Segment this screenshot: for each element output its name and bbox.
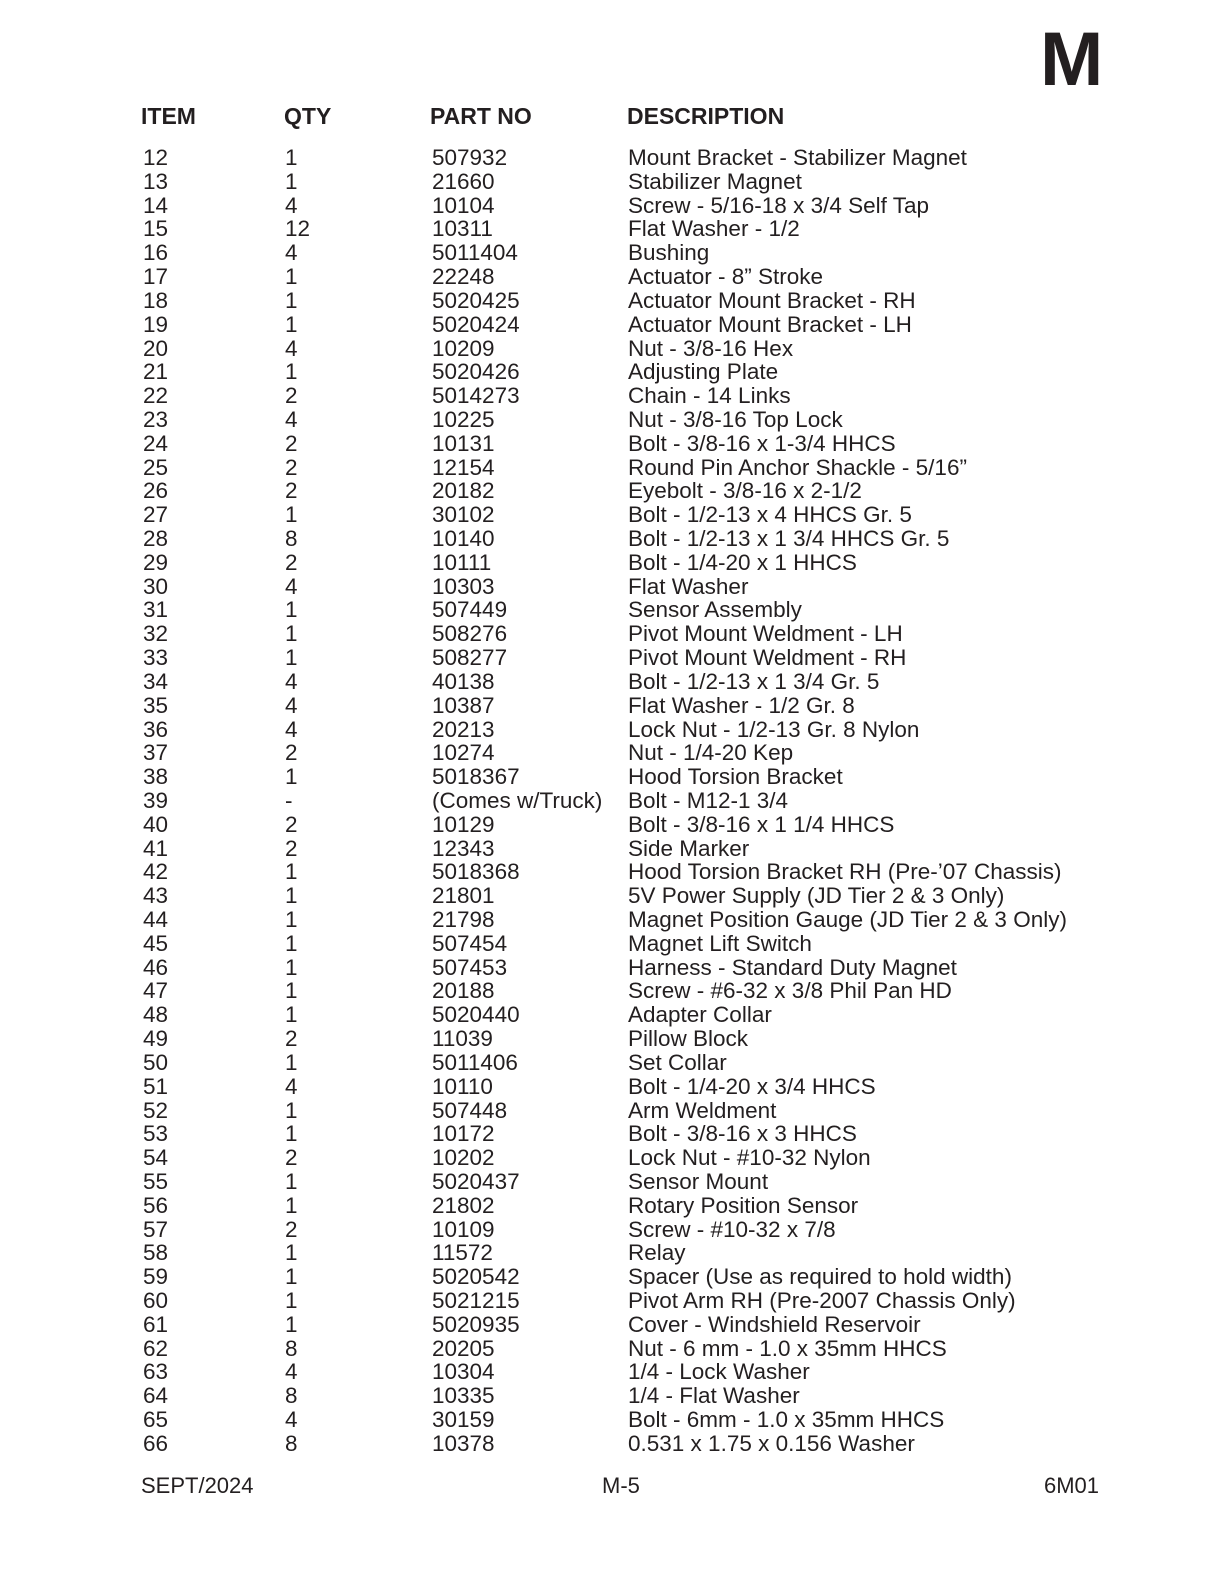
part-number: 10311 [432,216,493,242]
column-header-item: ITEM [141,103,196,129]
table-row [0,646,1224,670]
table-row [0,1408,1224,1432]
item-number: 50 [143,1049,169,1075]
table-row [0,813,1224,837]
quantity: 1 [285,287,298,313]
item-number: 53 [143,1121,169,1147]
table-row [0,456,1224,480]
table-row [0,1337,1224,1361]
quantity: 1 [285,1121,298,1147]
quantity: 2 [285,1026,298,1052]
part-number: 20182 [432,478,495,504]
quantity: - [285,787,293,813]
quantity: 1 [285,883,298,909]
item-number: 44 [143,907,169,932]
item-number: 64 [143,1383,169,1409]
quantity: 1 [285,168,298,194]
description: Relay [628,1240,686,1266]
description: Actuator Mount Bracket - RH [628,287,916,313]
item-number: 49 [143,1026,169,1052]
part-number: 21798 [432,907,495,932]
quantity: 4 [285,692,298,718]
part-number: 20213 [432,716,495,742]
description: 0.531 x 1.75 x 0.156 Washer [628,1430,915,1456]
part-number: 10140 [432,526,495,551]
quantity: 1 [285,1192,298,1218]
quantity: 8 [285,1335,298,1361]
part-number: 10202 [432,1145,495,1171]
description: Pillow Block [628,1026,749,1052]
item-number: 40 [143,811,169,837]
quantity: 4 [285,192,298,218]
table-row [0,432,1224,456]
item-number: 54 [143,1145,169,1171]
table-row [0,575,1224,599]
part-number: 20188 [432,978,495,1004]
description: Flat Washer - 1/2 Gr. 8 [628,692,855,718]
description: Pivot Arm RH (Pre-2007 Chassis Only) [628,1288,1016,1313]
table-row [0,479,1224,503]
part-number: 5014273 [432,383,520,409]
part-number: 30159 [432,1407,495,1433]
table-row [0,1289,1224,1313]
part-number: 5020542 [432,1264,520,1290]
part-number: 507932 [432,145,508,170]
description: Adapter Collar [628,1002,772,1028]
quantity: 1 [285,1264,298,1290]
table-row [0,408,1224,432]
part-number: 11039 [432,1026,493,1052]
quantity: 8 [285,1430,298,1456]
item-number: 57 [143,1216,169,1242]
part-number: 5020425 [432,287,520,313]
table-row [0,837,1224,861]
description: Bolt - 1/2-13 x 4 HHCS Gr. 5 [628,502,912,528]
part-number: 20205 [432,1335,495,1361]
description: Rotary Position Sensor [628,1192,859,1218]
quantity: 1 [285,1002,298,1028]
item-number: 55 [143,1168,169,1194]
description: 1/4 - Flat Washer [628,1383,800,1409]
description: Screw - #10-32 x 7/8 [628,1216,836,1242]
item-number: 33 [143,645,169,671]
part-number: 507448 [432,1097,508,1123]
item-number: 39 [143,787,169,813]
part-number: 21660 [432,168,495,194]
item-number: 42 [143,859,169,885]
quantity: 1 [285,1049,298,1075]
description: Lock Nut - 1/2-13 Gr. 8 Nylon [628,716,920,742]
part-number: 21802 [432,1192,495,1218]
part-number: 10225 [432,406,495,432]
description: Cover - Windshield Reservoir [628,1311,921,1337]
item-number: 38 [143,764,169,790]
item-number: 28 [143,526,169,551]
description: Pivot Mount Weldment - LH [628,621,903,647]
table-row [0,741,1224,765]
quantity: 1 [285,907,298,932]
table-row [0,622,1224,646]
description: Flat Washer [628,573,749,599]
part-number: 507453 [432,954,508,980]
table-row [0,289,1224,313]
description: Bolt - 3/8-16 x 1-3/4 HHCS [628,430,896,456]
item-number: 25 [143,454,169,480]
quantity: 1 [285,1288,298,1313]
item-number: 23 [143,406,169,432]
quantity: 4 [285,1407,298,1433]
item-number: 18 [143,287,169,313]
description: Bolt - 1/4-20 x 1 HHCS [628,549,857,575]
description: Bushing [628,240,710,266]
item-number: 59 [143,1264,169,1290]
description: Pivot Mount Weldment - RH [628,645,907,671]
table-row [0,1432,1224,1456]
part-number: 508276 [432,621,508,647]
quantity: 4 [285,573,298,599]
quantity: 1 [285,621,298,647]
quantity: 8 [285,1383,298,1409]
table-row [0,360,1224,384]
description: Round Pin Anchor Shackle - 5/16” [628,454,967,480]
quantity: 4 [285,240,298,266]
table-row [0,194,1224,218]
part-number: 11572 [432,1240,493,1266]
item-number: 20 [143,335,169,361]
item-number: 41 [143,835,169,861]
quantity: 4 [285,1073,298,1099]
quantity: 1 [285,1311,298,1337]
part-number: 10335 [432,1383,495,1409]
table-row [0,337,1224,361]
description: Bolt - 1/2-13 x 1 3/4 Gr. 5 [628,668,880,694]
table-row [0,884,1224,908]
column-header-description: DESCRIPTION [627,103,785,129]
quantity: 2 [285,478,298,504]
table-row [0,527,1224,551]
item-number: 14 [143,192,169,218]
description: Hood Torsion Bracket RH (Pre-’07 Chassis) [628,859,1062,885]
item-number: 47 [143,978,169,1004]
part-number: 5020440 [432,1002,520,1028]
quantity: 4 [285,1359,298,1385]
part-number: 10172 [432,1121,495,1147]
quantity: 1 [285,597,298,623]
table-row [0,1075,1224,1099]
description: Nut - 1/4-20 Kep [628,740,794,766]
table-row [0,765,1224,789]
description: Arm Weldment [628,1097,777,1123]
description: Harness - Standard Duty Magnet [628,954,957,980]
item-number: 15 [143,216,169,242]
part-number: 40138 [432,668,495,694]
table-row [0,1146,1224,1170]
part-number: 507449 [432,597,508,623]
quantity: 2 [285,811,298,837]
quantity: 1 [285,645,298,671]
parts-list [0,146,1224,1456]
description: Bolt - 3/8-16 x 3 HHCS [628,1121,857,1147]
table-row [0,979,1224,1003]
part-number: 10129 [432,811,495,837]
part-number: 10111 [432,549,492,575]
part-number: 5020437 [432,1168,520,1194]
table-row [0,1313,1224,1337]
section-letter: M [1040,17,1104,102]
description: Bolt - M12-1 3/4 [628,787,789,813]
column-header-qty: QTY [284,103,332,129]
column-header-part-no: PART NO [430,103,532,129]
part-number: 10387 [432,692,495,718]
quantity: 2 [285,383,298,409]
quantity: 2 [285,430,298,456]
quantity: 4 [285,716,298,742]
table-row [0,1194,1224,1218]
description: Screw - #6-32 x 3/8 Phil Pan HD [628,978,952,1004]
item-number: 29 [143,549,169,575]
quantity: 1 [285,264,298,290]
footer-page-number: M-5 [602,1473,640,1498]
description: Bolt - 1/4-20 x 3/4 HHCS [628,1073,876,1099]
part-number: 507454 [432,930,508,956]
description: Nut - 3/8-16 Top Lock [628,406,843,432]
part-number: (Comes w/Truck) [432,787,603,813]
part-number: 12154 [432,454,495,480]
item-number: 32 [143,621,169,647]
table-row [0,1099,1224,1123]
part-number: 10274 [432,740,495,766]
item-number: 30 [143,573,169,599]
quantity: 1 [285,859,298,885]
description: Screw - 5/16-18 x 3/4 Self Tap [628,192,929,218]
table-row [0,146,1224,170]
item-number: 24 [143,430,169,456]
table-row [0,694,1224,718]
item-number: 66 [143,1430,169,1456]
quantity: 4 [285,406,298,432]
part-number: 22248 [432,264,495,290]
part-number: 10104 [432,192,495,218]
quantity: 1 [285,145,298,170]
quantity: 2 [285,549,298,575]
part-number: 5021215 [432,1288,520,1313]
description: Spacer (Use as required to hold width) [628,1264,1012,1290]
item-number: 12 [143,145,169,170]
quantity: 4 [285,335,298,361]
description: Bolt - 3/8-16 x 1 1/4 HHCS [628,811,895,837]
item-number: 22 [143,383,169,409]
quantity: 2 [285,1216,298,1242]
part-number: 21801 [432,883,495,909]
item-number: 60 [143,1288,169,1313]
part-number: 10303 [432,573,495,599]
quantity: 1 [285,502,298,528]
item-number: 63 [143,1359,169,1385]
table-row [0,932,1224,956]
description: Flat Washer - 1/2 [628,216,800,242]
table-row [0,1265,1224,1289]
part-number: 12343 [432,835,495,861]
table-row [0,1027,1224,1051]
part-number: 10131 [432,430,495,456]
quantity: 1 [285,1240,298,1266]
quantity: 2 [285,835,298,861]
table-row [0,670,1224,694]
description: Nut - 3/8-16 Hex [628,335,794,361]
quantity: 1 [285,930,298,956]
description: Eyebolt - 3/8-16 x 2-1/2 [628,478,862,504]
table-row [0,384,1224,408]
table-row [0,1241,1224,1265]
table-row [0,313,1224,337]
part-number: 30102 [432,502,495,528]
description: Bolt - 1/2-13 x 1 3/4 HHCS Gr. 5 [628,526,950,551]
table-row [0,908,1224,932]
table-row [0,789,1224,813]
part-number: 5011406 [432,1049,518,1075]
part-number: 5020426 [432,359,520,385]
table-row [0,241,1224,265]
part-number: 10378 [432,1430,495,1456]
table-row [0,1384,1224,1408]
table-row [0,1003,1224,1027]
part-number: 5020935 [432,1311,520,1337]
quantity: 4 [285,668,298,694]
item-number: 45 [143,930,169,956]
quantity: 2 [285,454,298,480]
description: Set Collar [628,1049,727,1075]
table-row [0,503,1224,527]
description: Lock Nut - #10-32 Nylon [628,1145,871,1171]
table-row [0,551,1224,575]
table-row [0,598,1224,622]
footer-document-code: 6M01 [1044,1473,1100,1498]
table-row [0,718,1224,742]
item-number: 56 [143,1192,169,1218]
table-row [0,956,1224,980]
item-number: 51 [143,1073,169,1099]
item-number: 16 [143,240,169,266]
table-row [0,860,1224,884]
part-number: 10110 [432,1073,493,1099]
description: Side Marker [628,835,750,861]
quantity: 1 [285,764,298,790]
table-row [0,265,1224,289]
item-number: 34 [143,668,169,694]
item-number: 19 [143,311,169,337]
quantity: 1 [285,954,298,980]
item-number: 21 [143,359,169,385]
description: Hood Torsion Bracket [628,764,843,790]
footer-date: SEPT/2024 [141,1473,254,1498]
part-number: 508277 [432,645,508,671]
item-number: 13 [143,168,169,194]
table-row [0,1051,1224,1075]
quantity: 1 [285,1168,298,1194]
table-row [0,1170,1224,1194]
table-row [0,1360,1224,1384]
quantity: 1 [285,978,298,1004]
description: 1/4 - Lock Washer [628,1359,810,1385]
description: Bolt - 6mm - 1.0 x 35mm HHCS [628,1407,945,1433]
table-row [0,1218,1224,1242]
description: 5V Power Supply (JD Tier 2 & 3 Only) [628,883,1005,909]
quantity: 1 [285,311,298,337]
item-number: 65 [143,1407,169,1433]
item-number: 27 [143,502,169,528]
description: Actuator - 8” Stroke [628,264,824,290]
description: Sensor Mount [628,1168,769,1194]
item-number: 48 [143,1002,169,1028]
quantity: 2 [285,1145,298,1171]
item-number: 52 [143,1097,169,1123]
part-number: 10109 [432,1216,495,1242]
quantity: 1 [285,1097,298,1123]
description: Stabilizer Magnet [628,168,802,194]
part-number: 5011404 [432,240,518,266]
part-number: 10304 [432,1359,495,1385]
item-number: 26 [143,478,169,504]
item-number: 17 [143,264,169,290]
item-number: 31 [143,597,169,623]
description: Sensor Assembly [628,597,802,623]
item-number: 58 [143,1240,169,1266]
quantity: 1 [285,359,298,385]
item-number: 43 [143,883,169,909]
quantity: 12 [285,216,311,242]
table-row [0,170,1224,194]
item-number: 46 [143,954,169,980]
part-number: 5020424 [432,311,520,337]
description: Nut - 6 mm - 1.0 x 35mm HHCS [628,1335,947,1361]
item-number: 36 [143,716,169,742]
quantity: 8 [285,526,298,551]
part-number: 5018368 [432,859,520,885]
item-number: 37 [143,740,169,766]
item-number: 61 [143,1311,169,1337]
table-row [0,217,1224,241]
part-number: 10209 [432,335,495,361]
item-number: 35 [143,692,169,718]
item-number: 62 [143,1335,169,1361]
part-number: 5018367 [432,764,520,790]
description: Chain - 14 Links [628,383,791,409]
description: Adjusting Plate [628,359,779,385]
description: Mount Bracket - Stabilizer Magnet [628,145,967,170]
description: Actuator Mount Bracket - LH [628,311,912,337]
quantity: 2 [285,740,298,766]
table-row [0,1122,1224,1146]
description: Magnet Lift Switch [628,930,812,956]
description: Magnet Position Gauge (JD Tier 2 & 3 Only) [628,907,1067,932]
